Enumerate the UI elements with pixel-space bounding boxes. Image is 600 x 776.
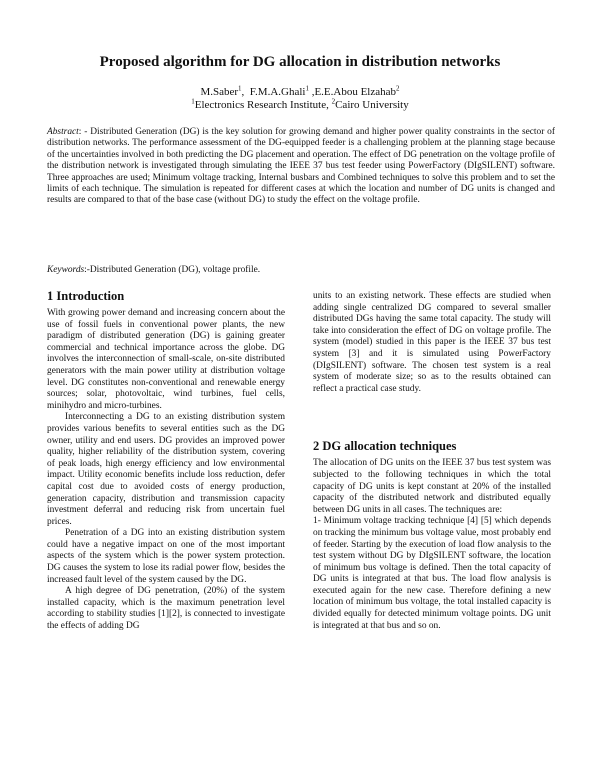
author-name: F.M.A.Ghali [249,86,306,98]
paper-title: Proposed algorithm for DG allocation in distribution networks [99,54,501,70]
author-name: M.Saber [200,86,239,98]
abstract-label: Abstract [47,127,79,137]
author-line: M.Saber$^1$, F.M.A.Ghali$^1$ ,E.E.Abou Elzahab$^2$ [200,84,400,98]
keywords-label: Keywords [47,265,85,275]
paragraph: A high degree of DG penetration, (20%) of the system installed capacity, which is the maximum penetration level according to stability studies [1][2], is connected to investigate the effects of adding DG [47,586,285,632]
paragraph: units to an existing network. These effects are studied when adding single centralized DG compared to several smaller distributed DGs having the same total capacity. The study will take into consideration the effect of DG on voltage profile. The system (model) studied in this paper is the IEEE 37 bus test system [3] and it is simulated using PowerFactory (DIgSILENT) software. The chosen test system is a real system of moderate size; so as to the results obtained can reflect a practical case study. [313,291,551,394]
spacer [313,395,551,439]
right-column [313,291,551,632]
author-name: E.E.Abou Elzahab [314,86,397,98]
affiliation: Electronics Research Institute [194,99,327,111]
abstract [47,127,555,207]
paragraph: Interconnecting a DG to an existing distribution system provides various benefits to several entities such as the DG owner, utility and end users. DG provides an improved power quality, higher reliability of the distribution system, covering of peak loads, high energy efficiency and low environmental impact. Utility economic benefits include loss reduction, defer capital cost due to avoided costs of energy production, generation capacity, distribution and transmission capacity investment deferral and reducing risk from uncertain fuel prices. [47,412,285,527]
paragraph: 1- Minimum voltage tracking technique [4] [5] which depends on tracking the minimum bus voltage value, most probably end of feeder. Starting by the execution of load flow analysis to the test system without DG by DIgSILENT software, the location of minimum bus voltage is defined. Then the total capacity of DG units is integrated at that bus. The load flow analysis is executed again for the new case. Therefore defining a new location of minimum bus voltage, the total installed capacity is divided equally for detected minimum voltage points. DG unit is integrated at that bus and so on. [313,516,551,631]
paragraph: With growing power demand and increasing concern about the use of fossil fuels in conventional power plants, the new paradigm of distributed generation (DG) is gaining greater commercial and technical importance across the globe. DG involves the interconnection of small-scale, on-site distributed generators with the main power utility at distribution voltage level. DG constitutes non-conventional and renewable energy sources; solar, photovoltaic, wind turbines, fuel cells, minihydro and micro-turbines. [47,308,285,411]
left-column [47,289,285,633]
section-heading-introduction: 1 Introduction [47,289,125,303]
paragraph: Penetration of a DG into an existing distribution system could have a negative impact on one of the most important aspects of the system which is the power system protection. DG causes the system to lose its radial power flow, besides the increased fault level of the system caused by the DG. [47,528,285,585]
affiliation-line: $^1$Electronics Research Institute, $^2$Cairo University [191,97,409,111]
paragraph: The allocation of DG units on the IEEE 37 bus test system was subjected to the following techniques in which the total capacity of DG units is kept constant at 20% of the installed capacity of the distributed network and distributed equally between DG units in all cases. The techniques are: [313,458,551,515]
author-block [0,86,600,112]
section-heading-dg-allocation: 2 DG allocation techniques [313,439,457,454]
keywords [47,265,555,275]
keywords-text: :-Distributed Generation (DG), voltage profile. [84,265,261,275]
affiliation: Cairo University [335,99,409,111]
abstract-text: : - Distributed Generation (DG) is the key solution for growing demand and higher power quality constraints in the sector of distribution networks. The performance assessment of the DG-equipped feeder is a challenging problem at the planning stage because of the uncertainties involved in both predicting the DG placement and operation. The effect of DG penetration on the voltage profile of the distribution network is investigated through simulating the IEEE 37 bus test feeder using PowerFactory (DIgSILENT) software. Three approaches are used; Minimum voltage tracking, Internal busbars and Combined techniques to solve this problem and to set the limits of each technique. The simulation is repeated for different cases at which the location and number of DG units is changed and results are compared to that of the base case (without DG) to study the effect on the voltage profile. [47,127,555,206]
